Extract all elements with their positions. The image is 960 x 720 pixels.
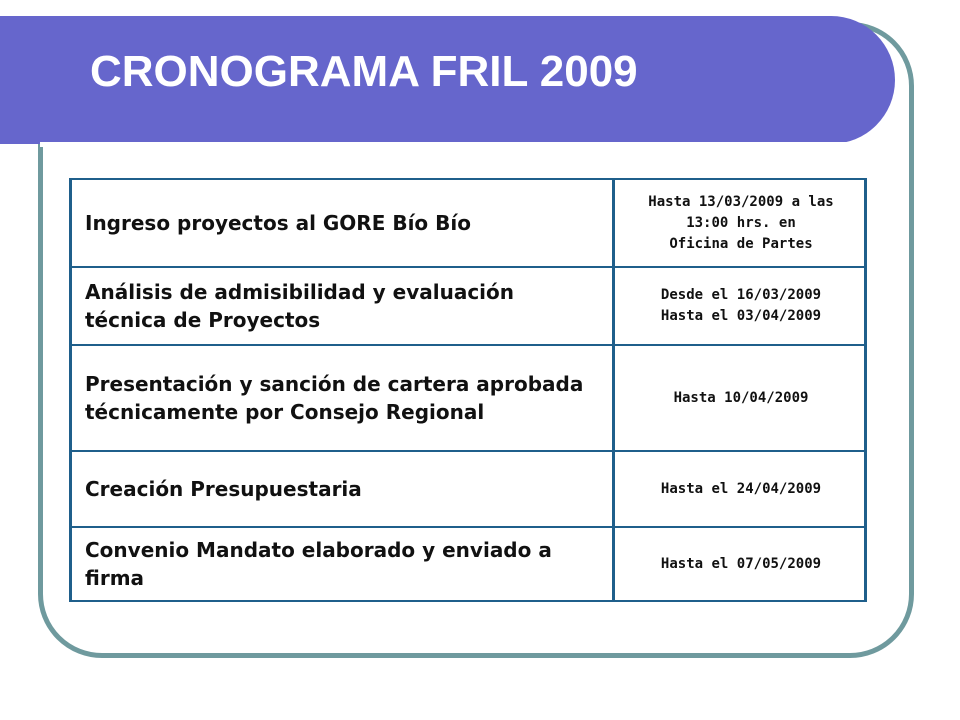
table-row [71,527,866,601]
deadline-cell: Desde el 16/03/2009 Hasta el 03/04/2009 [614,267,866,345]
deadline-cell: Hasta el 07/05/2009 [614,527,866,601]
activity-cell: Presentación y sanción de cartera aprobada técnicamente por Consejo Regional [71,345,614,451]
page-title: CRONOGRAMA FRIL 2009 [90,47,638,96]
table-row [71,451,866,527]
table-row [71,179,866,267]
schedule-table [69,178,867,602]
activity-cell: Convenio Mandato elaborado y enviado a firma [71,527,614,601]
activity-cell: Ingreso proyectos al GORE Bío Bío [71,179,614,267]
table-row [71,345,866,451]
title-underline [40,142,848,147]
deadline-cell: Hasta el 24/04/2009 [614,451,866,527]
activity-cell: Creación Presupuestaria [71,451,614,527]
deadline-cell: Hasta 13/03/2009 a las 13:00 hrs. en Oficina de Partes [614,179,866,267]
table-row [71,267,866,345]
deadline-cell: Hasta 10/04/2009 [614,345,866,451]
activity-cell: Análisis de admisibilidad y evaluación técnica de Proyectos [71,267,614,345]
